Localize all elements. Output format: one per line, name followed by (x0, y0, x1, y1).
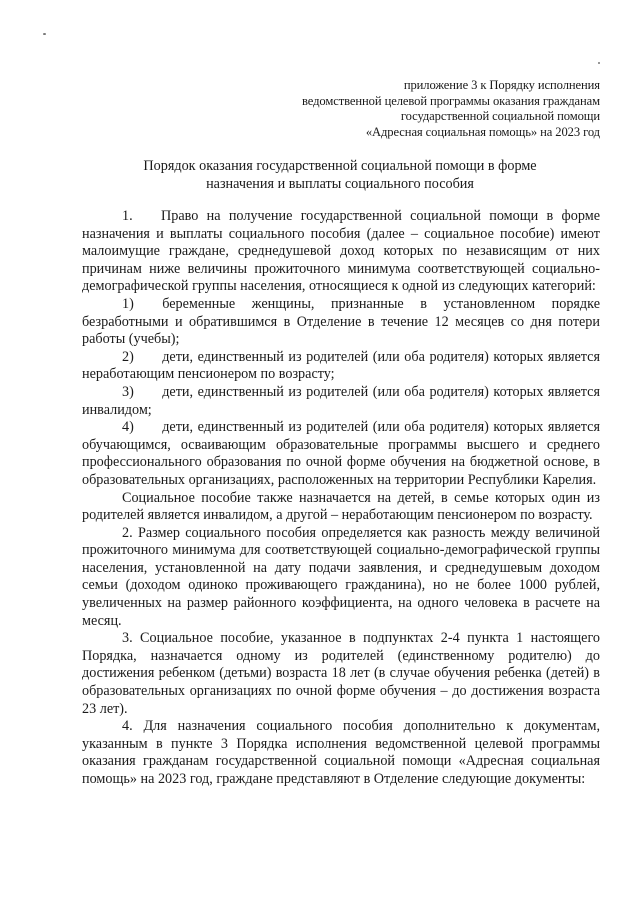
document-title-line: Порядок оказания государственной социальной помощи в форме (143, 158, 537, 174)
scan-speck (598, 62, 600, 64)
appendix-header-line: государственной социальной помощи (400, 109, 600, 123)
paragraph-note: Социальное пособие также назначается на детей, в семье которых один из родителей является инвалидом, а другой – неработающим пенсионером по возрасту. (82, 489, 600, 524)
paragraph-clause-3: 3. Социальное пособие, указанное в подпунктах 2-4 пункта 1 настоящего Порядка, назначается одному из родителей (единственному родителю) до достижения ребенком (детьми) возраста 18 лет (в случае обучения ребенка (детей) в образовательных организациях по очной форме обучения – до достижения возраста 23 лет). (82, 630, 600, 717)
paragraph-subclause-2: 2) дети, единственный из родителей (или оба родителя) которых является неработающим пенсионером по возрасту; (82, 348, 600, 383)
document-title-line: назначения и выплаты социального пособия (206, 176, 474, 192)
paragraph-subclause-3: 3) дети, единственный из родителей (или оба родителя) которых является инвалидом; (82, 383, 600, 418)
appendix-header-line: ведомственной целевой программы оказания гражданам (302, 93, 600, 108)
paragraph-clause-2: 2. Размер социального пособия определяется как разность между величиной прожиточного минимума для соответствующей социально-демографической группы населения, установленной на дату подачи заявления, и среднедушевым доходом семьи (доходом одиноко проживающего гражданина), но не более 1000 рублей, увеличенных на размер районного коэффициента, на одного человека в расчете на месяц. (82, 524, 600, 629)
paragraph-clause-4: 4. Для назначения социального пособия дополнительно к документам, указанным в пункте 3 Порядка исполнения ведомственной целевой программы оказания гражданам государственной социальной помощи «Адресная социальная помощь» на 2023 год, граждане представляют в Отделение следующие документы: (82, 718, 600, 787)
appendix-header (240, 78, 600, 140)
paragraph-clause-1: 1. Право на получение государственной социальной помощи в форме назначения и выплаты социального пособия (далее – социальное пособие) имеют малоимущие граждане, среднедушевой доход которых по независящим от них причинам ниже величины прожиточного минимума соответствующей социально-демографической группы населения, относящиеся к одной из следующих категорий: (82, 208, 600, 295)
paragraph-subclause-1: 1) беременные женщины, признанные в установленном порядке безработными и обратившимся в Отделение в течение 12 месяцев со дня потери работы (учебы); (82, 295, 600, 348)
appendix-header-line: «Адресная социальная помощь» на 2023 год (365, 124, 600, 139)
paragraph-subclause-4: 4) дети, единственный из родителей (или оба родителя) которых является обучающимся, осваивающим образовательные программы высшего и среднего профессионального образования по очной форме обучения на бюджетной основе, в образовательных организациях, расположенных на территории Республики Карелия. (82, 419, 600, 488)
appendix-header-line: приложение 3 к Порядку исполнения (403, 78, 600, 92)
document-title (90, 157, 590, 193)
document-body (82, 208, 600, 789)
scan-speck (43, 33, 46, 35)
